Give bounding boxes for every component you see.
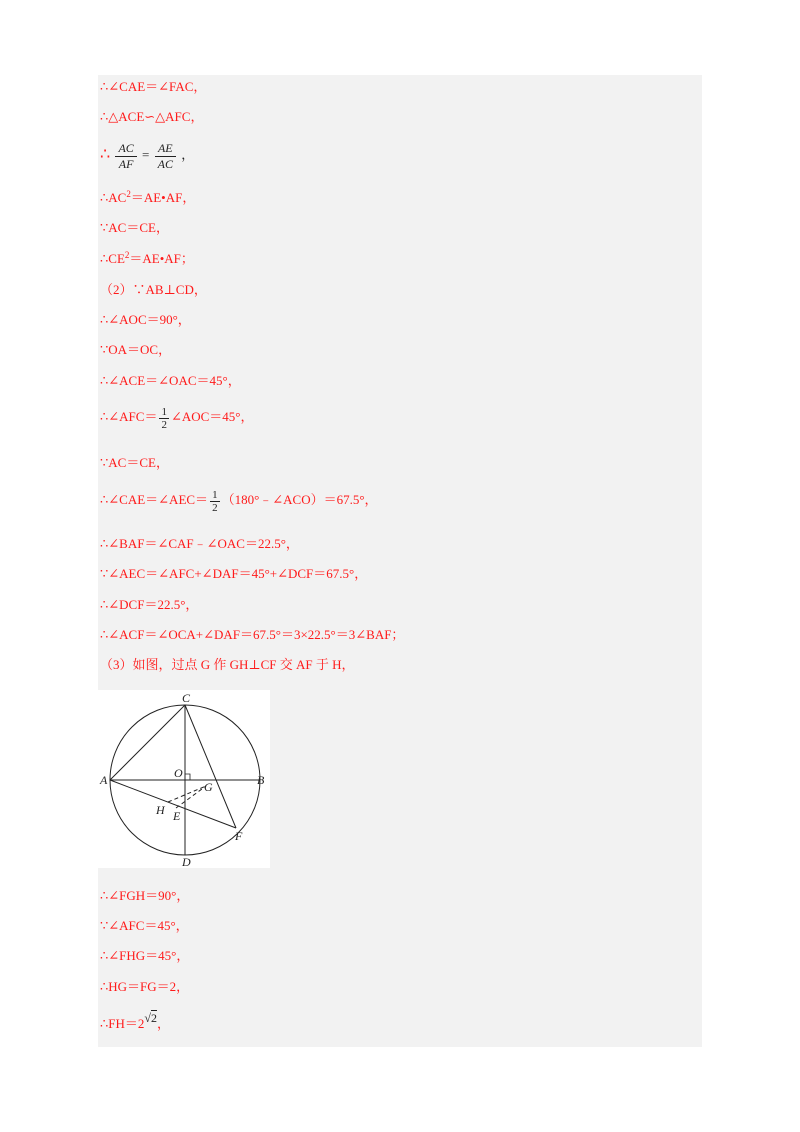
step-9: ∵OA＝OC， xyxy=(100,342,172,357)
step-22: ∴HG＝FG＝2， xyxy=(100,979,190,994)
segment-eg-dashed xyxy=(176,786,206,808)
fraction-numerator: 1 xyxy=(161,405,167,418)
fraction-numerator: AC xyxy=(115,141,136,157)
fraction-denominator: AC xyxy=(157,156,173,171)
step-19: ∴∠FGH＝90°， xyxy=(100,888,190,903)
step-15: ∵∠AEC＝∠AFC+∠DAF＝45°+∠DCF＝67.5°， xyxy=(100,566,368,581)
step-3 xyxy=(100,140,194,172)
segment-hg-dashed xyxy=(168,786,206,802)
step-12: ∵AC＝CE， xyxy=(100,455,169,470)
fraction-denominator: AF xyxy=(118,156,134,171)
step-20: ∵∠AFC＝45°， xyxy=(100,918,189,933)
step-1: ∴∠CAE＝∠FAC， xyxy=(100,79,207,94)
step-6 xyxy=(100,251,194,268)
step-2: ∴△ACE∽△AFC， xyxy=(100,109,204,124)
step-11-text-end: ∠AOC＝45°， xyxy=(170,409,254,424)
step-7: （2）∵AB⊥CD， xyxy=(100,282,207,297)
step-11-text: ∴∠AFC＝ xyxy=(100,409,158,424)
geometry-figure xyxy=(98,690,270,868)
fraction-ac-af xyxy=(115,141,136,172)
step-23-text-end: ， xyxy=(156,1016,170,1031)
step-6-text: ∴CE xyxy=(100,251,125,266)
step-18: （3）如图，过点 G 作 GH⊥CF 交 AF 于 H， xyxy=(100,657,355,672)
fraction-denominator: 2 xyxy=(161,418,167,431)
fraction-numerator: AE xyxy=(155,141,176,157)
step-16: ∴∠DCF＝22.5°， xyxy=(100,597,199,612)
step-4-text: ∴AC xyxy=(100,190,127,205)
step-4-text-end: ＝AE•AF， xyxy=(130,190,196,205)
equals-sign: = xyxy=(142,147,150,162)
step-4 xyxy=(100,190,195,207)
label-a: A xyxy=(100,773,108,787)
superscript: 2 xyxy=(126,189,131,199)
step-13 xyxy=(100,483,378,517)
radicand: 2 xyxy=(150,1011,157,1025)
therefore-symbol: ∴ xyxy=(100,146,111,163)
step-23-text: ∴FH＝2 xyxy=(100,1016,145,1031)
label-d: D xyxy=(182,855,191,868)
step-10: ∴∠ACE＝∠OAC＝45°， xyxy=(100,373,241,388)
label-g: G xyxy=(204,780,213,794)
step-14: ∴∠BAF＝∠CAF﹣∠OAC＝22.5°， xyxy=(100,536,299,551)
step-23 xyxy=(100,1011,170,1032)
step-21: ∴∠FHG＝45°， xyxy=(100,948,190,963)
step-6-text-end: ＝AE•AF； xyxy=(129,251,194,266)
circle-diagram xyxy=(98,690,270,868)
right-angle-mark xyxy=(185,774,190,780)
fraction-ae-ac xyxy=(155,141,176,172)
comma: ， xyxy=(181,147,195,162)
step-17: ∴∠ACF＝∠OCA+∠DAF＝67.5°＝3×22.5°＝3∠BAF； xyxy=(100,627,405,642)
label-b: B xyxy=(257,773,265,787)
step-8: ∴∠AOC＝90°， xyxy=(100,312,191,327)
label-o: O xyxy=(174,766,183,780)
step-13-text-end: （180°﹣∠ACO）＝67.5°， xyxy=(221,492,378,507)
step-13-text: ∴∠CAE＝∠AEC＝ xyxy=(100,492,209,507)
segment-cf xyxy=(185,705,236,828)
superscript: 2 xyxy=(124,250,130,260)
label-c: C xyxy=(182,691,191,705)
fraction-one-half xyxy=(210,489,220,514)
label-f: F xyxy=(235,829,243,843)
step-11 xyxy=(100,400,254,434)
label-e: E xyxy=(173,809,181,823)
square-root: √2 xyxy=(144,1011,157,1025)
fraction-numerator: 1 xyxy=(212,488,218,501)
fraction-denominator: 2 xyxy=(212,501,218,514)
fraction-one-half xyxy=(159,406,169,431)
label-h: H xyxy=(156,803,165,817)
step-5: ∵AC＝CE， xyxy=(100,220,169,235)
